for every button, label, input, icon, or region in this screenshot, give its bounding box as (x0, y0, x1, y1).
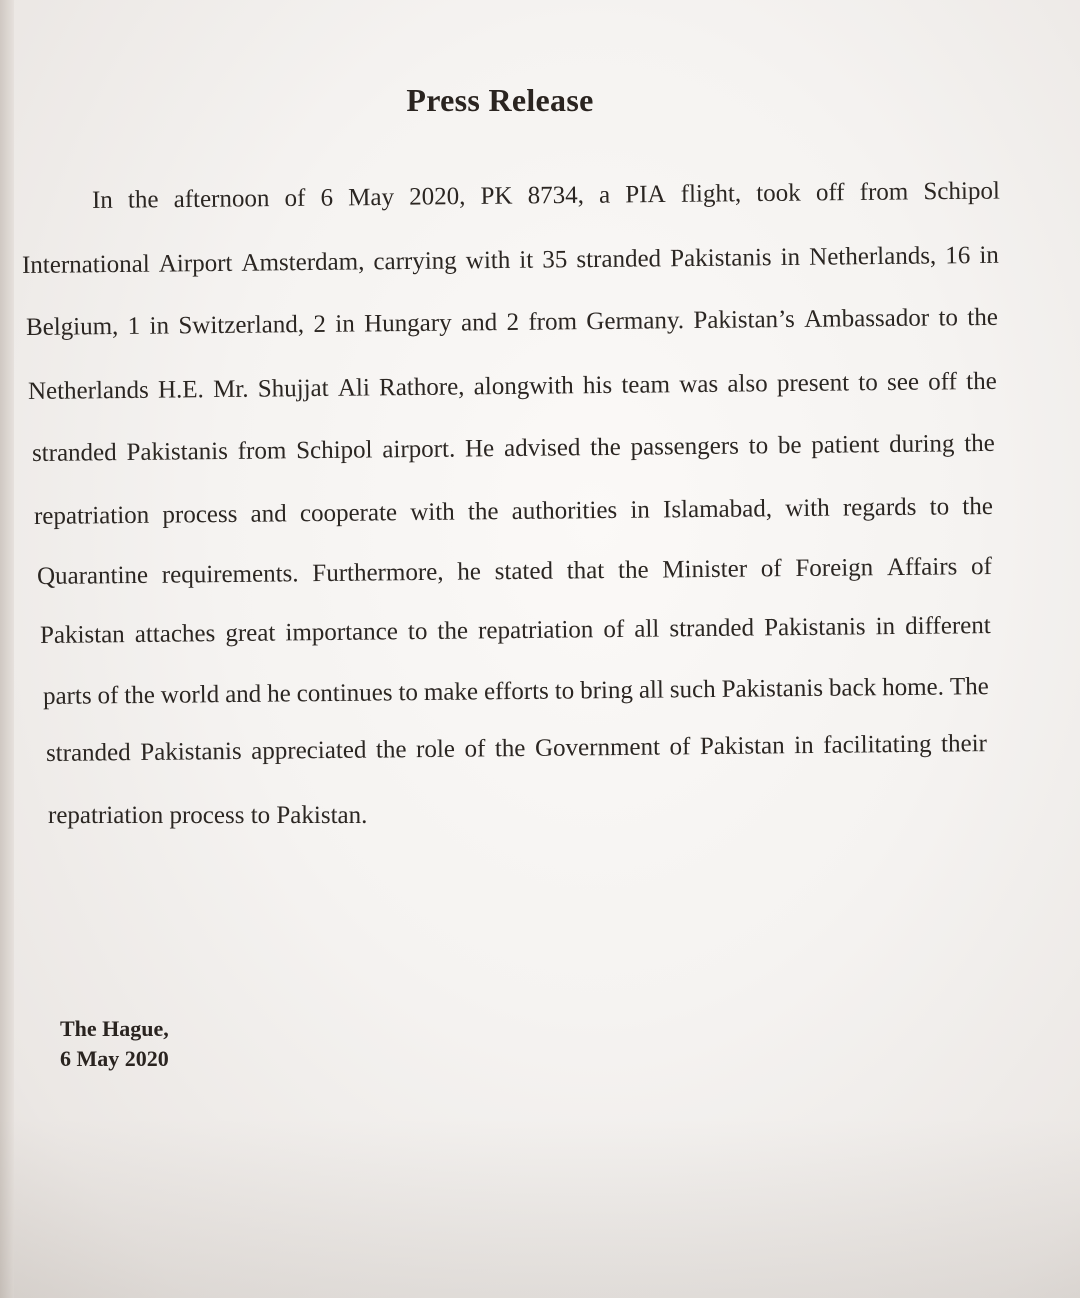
word: great (225, 619, 276, 648)
word: to (398, 679, 419, 707)
word: different (905, 612, 991, 640)
word: back (828, 674, 877, 702)
word: with (785, 494, 830, 523)
word: to (748, 432, 769, 460)
word: all (638, 676, 665, 704)
word: cooperate (299, 499, 398, 528)
word: the (494, 734, 526, 763)
word: continues (296, 679, 393, 708)
word: Amsterdam, (241, 248, 365, 277)
word: Shujjat (257, 374, 329, 403)
word: stranded (576, 245, 662, 274)
word: of (464, 735, 486, 763)
word: with (410, 498, 455, 527)
word: stranded (669, 614, 755, 643)
body-line-2 (22, 242, 999, 280)
word: Pakistanis (764, 613, 866, 642)
word: in (979, 241, 999, 269)
word: such (669, 675, 716, 704)
word: of (284, 184, 306, 212)
word: the (467, 498, 499, 526)
word: it (519, 246, 534, 274)
word: team (621, 371, 671, 399)
body-line-9 (43, 673, 989, 711)
word: advised (503, 434, 581, 463)
word: repatriation (477, 616, 594, 645)
word: off (928, 368, 958, 396)
word: of (760, 555, 782, 583)
word: stated (494, 557, 554, 586)
word: Mr. (212, 375, 249, 404)
word: appreciated (251, 736, 367, 765)
word: in (794, 731, 814, 760)
word: Pakistanis (721, 674, 824, 703)
body-line-1 (92, 177, 1000, 215)
word: stranded (45, 739, 131, 767)
word: 35 (542, 246, 568, 274)
word: of (669, 733, 691, 761)
word: world (160, 681, 220, 709)
word: he (457, 558, 482, 586)
body-line-7 (37, 553, 992, 591)
word: stranded (31, 439, 117, 467)
word: took (756, 179, 801, 208)
word: make (423, 678, 479, 707)
word: process (162, 500, 238, 529)
word: Pakistanis (670, 244, 772, 273)
word: Pakistan (699, 732, 785, 761)
word: The (949, 673, 989, 701)
word: the (967, 303, 999, 332)
word: Pakistanis (126, 437, 229, 467)
word: authorities (511, 496, 618, 525)
word: and (460, 309, 498, 337)
signoff (60, 1014, 169, 1074)
word: Affairs (886, 553, 958, 582)
word: 2 (506, 308, 520, 336)
word: their (940, 730, 988, 758)
body-line-10 (46, 730, 987, 768)
word: importance (285, 618, 399, 647)
word: from (528, 308, 578, 336)
word: see (886, 368, 920, 397)
word: Belgium, (25, 313, 119, 341)
word: during (889, 430, 955, 459)
word: attaches (134, 620, 216, 649)
word: Islamabad, (662, 495, 773, 524)
word: and (224, 680, 262, 709)
word: requirements. (161, 560, 299, 589)
word: in (630, 496, 650, 524)
word: Schipol (923, 177, 1000, 206)
word: in (780, 243, 801, 272)
word: to (929, 493, 950, 521)
word: carrying (373, 247, 457, 276)
word: in (149, 312, 170, 340)
word: of (97, 682, 119, 710)
word: and (250, 500, 287, 528)
word: 8734, (527, 181, 585, 210)
word: to (858, 369, 878, 397)
word: Schipol (295, 436, 373, 465)
word: alongwith (473, 372, 574, 401)
word: with (465, 246, 511, 275)
word: Hungary (364, 309, 452, 338)
word: all (634, 615, 660, 643)
word: parts (42, 682, 92, 710)
word: Netherlands, (809, 242, 937, 271)
word: Ali (337, 374, 370, 402)
word: he (267, 680, 291, 708)
word: Ambassador (804, 304, 930, 333)
word: that (566, 557, 605, 585)
word: in (335, 310, 355, 338)
word: of (970, 553, 993, 581)
word: 6 (320, 184, 334, 212)
word: facilitating (823, 730, 932, 759)
word: was (679, 370, 719, 399)
document-title: Press Release (406, 82, 594, 118)
word: to (554, 677, 575, 705)
word: Pakistan (39, 621, 125, 649)
word: May (348, 183, 395, 212)
word: Switzerland, (178, 311, 305, 340)
word: Government (534, 733, 661, 762)
word: also (727, 370, 768, 398)
word: In (91, 186, 113, 214)
word: Minister (662, 555, 748, 584)
word: repatriation (33, 501, 150, 530)
word: Germany. (586, 307, 685, 336)
word: the (966, 367, 997, 396)
word: from (859, 178, 909, 206)
word: 16 (945, 242, 971, 270)
word: to (938, 304, 959, 332)
word: the (437, 617, 469, 645)
word: patient (811, 431, 880, 459)
word: airport. (382, 435, 456, 464)
word: Foreign (795, 554, 874, 583)
word: PIA (625, 180, 666, 209)
word: PK (480, 182, 513, 210)
word: Airport (158, 249, 233, 278)
word: the (590, 433, 621, 462)
word: passengers (630, 432, 740, 461)
word: present (776, 369, 850, 398)
word: his (582, 371, 613, 400)
word: the (375, 736, 407, 764)
word: be (777, 431, 802, 460)
word: from (237, 437, 287, 465)
word: 2 (313, 310, 327, 338)
word: Furthermore, (312, 558, 444, 588)
word: regards (842, 493, 917, 522)
body-line-4 (28, 368, 997, 406)
word: afternoon (173, 185, 270, 214)
word: bring (580, 676, 634, 705)
word: home. (881, 673, 945, 702)
word: Pakistan’s (693, 305, 795, 335)
body-line-8 (40, 612, 991, 650)
word: the (617, 556, 649, 584)
word: Netherlands (27, 376, 149, 405)
signoff-place: The Hague, (60, 1016, 169, 1041)
word: He (464, 435, 495, 463)
word: the (127, 186, 159, 214)
word: to (407, 617, 428, 646)
word: role (415, 735, 456, 764)
word: the (124, 681, 156, 710)
word: the (962, 492, 994, 521)
body-line-3 (26, 304, 998, 342)
body-line-5 (32, 430, 995, 468)
word: the (964, 429, 995, 458)
word: flight, (680, 180, 742, 208)
word: off (815, 179, 845, 207)
word: Rathore, (378, 373, 465, 402)
signoff-date: 6 May 2020 (60, 1046, 169, 1071)
word: a (598, 181, 611, 209)
word: efforts (483, 677, 549, 706)
body-line-6 (34, 493, 993, 531)
word: 1 (127, 312, 141, 340)
word: 2020, (409, 183, 466, 211)
word: Quarantine (36, 561, 149, 590)
word: International (21, 250, 150, 279)
word: in (875, 613, 896, 641)
body-line-11: repatriation process to Pakistan. (48, 802, 368, 829)
word: of (603, 615, 625, 644)
word: Pakistanis (140, 737, 242, 767)
word: H.E. (157, 376, 205, 404)
